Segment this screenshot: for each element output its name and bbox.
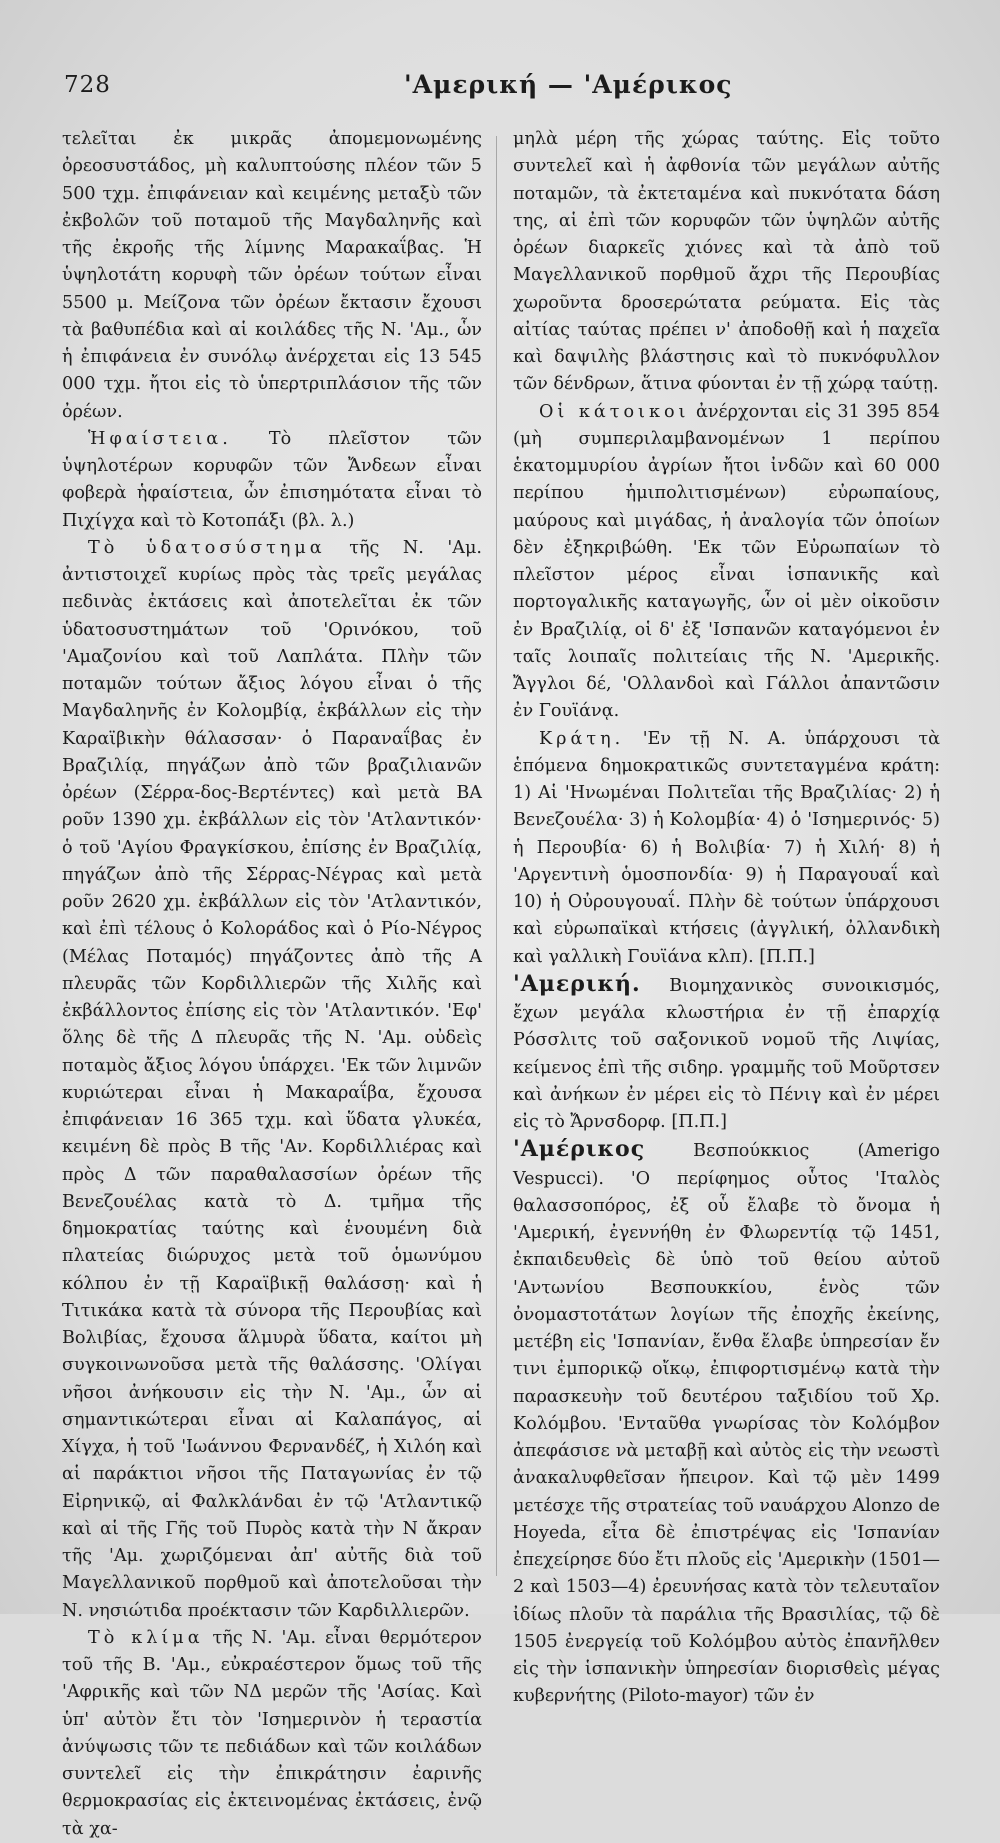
paragraph-volcanoes [62,426,482,535]
section-heading-inhabitants: Οἱ κάτοικοι [539,401,690,422]
paragraph-text: 'Εν τῇ Ν. Α. ὑπάρχουσι τὰ ἑπόμενα δημοκρατικῶς συντεταγμένα κράτη: 1) Αἱ 'Ηνωμέναι Πολιτεῖαι τῆς Βραζιλίας· 2) ἡ Βενεζουέλα· 3) ἡ Κολομβία· 4) ὁ 'Ισημερινός· 5) ἡ Περουβία· 6) ἡ Βολιβία· 7) ἡ Χιλή· 8) ἡ 'Αργεντινὴ ὁμοσπονδία· 9) ἡ Παραγουαΐ καὶ 10) ἡ Οὐρουγουαΐ. Πλὴν δὲ τούτων ὑπάρχουσι καὶ εὐρωπαϊκαὶ κτήσεις (ἀγγλική, ὀλλανδικὴ καὶ γαλλικὴ Γουϊάνα κλπ). [Π.Π.] [513,728,940,967]
paragraph-mountains [62,126,482,426]
paragraph-text: τῆς Ν. 'Αμ. εἶναι θερμότερον τοῦ τῆς Β. 'Αμ., εὐκραέστερον ὅμως τοῦ τῆς 'Αφρικῆς καὶ τῶν ΝΔ μερῶν τῆς 'Ασίας. Καὶ ὑπ' αὐτὸν ἔτι τὸν 'Ισημερινὸν ἡ τεραστία ἀνύψωσις τῶν τε πεδιάδων καὶ τῶν κοιλάδων συντελεῖ εἰς τὴν ἐπικράτησιν ἐαρινῆς θερμοκρασίας εἰς ἐκτεινομένας ἐκτάσεις, ἐνῷ τὰ χα- [62,1627,482,1839]
paragraph-text: Τὸ πλεῖστον τῶν ὑψηλοτέρων κορυφῶν τῶν Ἄνδεων εἶναι φοβερὰ ἡφαίστεια, ὧν ἐπισημότατα εἶναι τὸ Πιχίγχα καὶ τὸ Κοτοπάξι (βλ. λ.) [62,428,482,531]
paragraph-text: ἀνέρχονται εἰς 31 395 854 (μὴ συμπεριλαμβανομένων 1 περίπου ἑκατομμυρίου ἀγρίων ἤτοι ἰνδῶν καὶ 60 000 περίπου ἡμιπολιτισμένων) εὐρωπαίους, μαύρους καὶ μιγάδας, ἡ ἀναλογία τῶν ὁποίων δὲν ἐξηκριβώθη. 'Εκ τῶν Εὐρωπαίων τὸ πλεῖστον μέρος εἶναι ἱσπανικῆς καὶ πορτογαλικῆς καταγωγῆς, ὧν οἱ μὲν οἰκοῦσιν ἐν Βραζιλίᾳ, οἱ δ' ἐξ 'Ισπανῶν καταγόμενοι ἐν ταῖς λοιπαῖς πολιτείαις τῆς Ν. 'Αμερικῆς. Ἄγγλοι δέ, 'Ολλανδοὶ καὶ Γάλλοι ἀπαντῶσιν ἐν Γουϊάνᾳ. [513,401,940,722]
paragraph-text: μηλὰ μέρη τῆς χώρας ταύτης. Εἰς τοῦτο συντελεῖ καὶ ἡ ἀφθονία τῶν μεγάλων αὐτῆς ποταμῶν, τὰ ἐκτεταμένα καὶ πυκνότατα δάση της, αἱ ἐπὶ τῶν κορυφῶν τῶν ὑψηλῶν αὐτῆς ὀρέων διαρκεῖς χιόνες καὶ τὰ ἀπὸ τοῦ Μαγελλανικοῦ πορθμοῦ ἄχρι τῆς Περουβίας χωροῦντα δροσερώτατα ρεύματα. Εἰς τὰς αἰτίας ταύτας πρέπει ν' ἀποδοθῇ καὶ ἡ παχεῖα καὶ δαψιλὴς βλάστησις καὶ τὸ πυκνόφυλλον τῶν δένδρων, ἅτινα φύονται ἐν τῇ χώρᾳ ταύτῃ. [513,129,940,395]
running-title: 'Αμερική — 'Αμέρικος [404,70,733,99]
page-number: 728 [64,72,111,98]
section-heading-volcanoes: Ἡφαίστεια. [88,428,232,449]
left-column [62,126,482,1843]
paragraph-climate [62,1625,482,1843]
entry-amerikos-vespucci [513,1136,940,1710]
entry-headword-amerikos: 'Αμέρικος [513,1136,646,1163]
paragraph-inhabitants [513,399,940,726]
section-heading-water-system: Τὸ ὑδατοσύστημα [88,537,326,558]
entry-text: Βεσπούκκιος (Amerigo Vespucci). 'Ο περίφημος οὗτος 'Ιταλὸς θαλασσοπόρος, ἐξ οὗ ἔλαβε τὸ ὄνομα ἡ 'Αμερική, ἐγεννήθη ἐν Φλωρεντίᾳ τῷ 1451, ἐκπαιδευθεὶς δὲ ὑπὸ τοῦ θείου αὐτοῦ 'Αντωνίου Βεσπουκκίου, ἑνὸς τῶν ὀνομαστοτάτων λογίων τῆς ἐποχῆς ἐκείνης, μετέβη εἰς 'Ισπανίαν, ἔνθα ἔλαβε ὑπηρεσίαν ἔν τινι ἐμπορικῷ οἴκῳ, ἐπιφορτισμένῳ κατὰ τὴν παρασκευὴν τοῦ δευτέρου ταξιδίου τοῦ Χρ. Κολόμβου. 'Ενταῦθα γνωρίσας τὸν Κολόμβον ἀπεφάσισε νὰ μεταβῇ καὶ αὐτὸς εἰς τὴν νεωστὶ ἀνακαλυφθεῖσαν ἤπειρον. Καὶ τῷ μὲν 1499 μετέσχε τῆς στρατείας τοῦ ναυάρχου Alonzo de Hoyeda, εἶτα δὲ ἐπιστρέψας εἰς 'Ισπανίαν ἐπεχείρησε δύο ἔτι πλοῦς εἰς 'Αμερικὴν (1501—2 καὶ 1503—4) ἐρευνήσας κατὰ τὸν τελευταῖον ἰδίως πλοῦν τὰ παράλια τῆς Βρασιλίας, τῷ δὲ 1505 ἐνεργείᾳ τοῦ Κολόμβου αὐτὸς ἐπανῆλθεν εἰς τὴν ἱσπανικὴν ὑπηρεσίαν διορισθεὶς μέγας κυβερνήτης (Piloto-mayor) τῶν ἐν [513,1141,940,1707]
paragraph-text: τῆς Ν. 'Αμ. ἀντιστοιχεῖ κυρίως πρὸς τὰς τρεῖς μεγάλας πεδινὰς ἐκτάσεις καὶ ἀποτελεῖται ἐκ τῶν ὑδατοσυστημάτων τοῦ 'Ορινόκου, τοῦ 'Αμαζονίου καὶ τοῦ Λαπλάτα. Πλὴν τῶν ποταμῶν τούτων ἄξιος λόγου εἶναι ὁ τῆς Μαγδαληνῆς ἐν Κολομβίᾳ, ἐκβάλλων εἰς τὴν Καραϊβικὴν θάλασσαν· ὁ Παραναΐβας ἐν Βραζιλίᾳ, πηγάζων ἀπὸ τῶν βραζιλιανῶν ὀρέων (Σέρρα-δος-Βερτέντες) καὶ μετὰ ΒΑ ροῦν 1390 χμ. ἐκβάλλων εἰς τὸν 'Ατλαντικόν· ὁ τοῦ 'Αγίου Φραγκίσκου, ἐπίσης ἐν Βραζιλίᾳ, πηγάζων ἀπὸ τῆς Σέρρας-Νέγρας καὶ μετὰ ροῦν 2620 χμ. ἐκβάλλων εἰς τὸν 'Ατλαντικόν, καὶ ἐπὶ τέλους ὁ Κολοράδος καὶ ὁ Ρίο-Νέγρος (Μέλας Ποταμός) πηγάζοντες ἀπὸ τῆς Α πλευρᾶς τῶν Κορδιλλιερῶν τῆς Χιλῆς καὶ ἐκβάλλοντος ἐπίσης εἰς τὸν 'Ατλαντικόν. 'Εφ' ὅλης δὲ τῆς Δ πλευρᾶς τῆς Ν. 'Αμ. οὐδεὶς ποταμὸς ἄξιος λόγου ὑπάρχει. 'Εκ τῶν λιμνῶν κυριώτεραι εἶναι ἡ Μακαραΐβα, ἔχουσα ἐπιφάνειαν 16 365 τχμ. καὶ ὕδατα γλυκέα, κειμένη δὲ πρὸς Β τῆς 'Αν. Κορδιλλιέρας καὶ πρὸς Δ τῶν παραθαλασσίων ὀρέων τῆς Βενεζουέλας κατὰ τὸ Δ. τμῆμα τῆς δημοκρατίας ταύτης καὶ ἑνουμένη διὰ πλατείας διώρυχος μετὰ τοῦ ὁμωνύμου κόλπου ἐν τῇ Καραϊβικῇ θαλάσσῃ· καὶ ἡ Τιτικάκα κατὰ τὰ σύνορα τῆς Περουβίας καὶ Βολιβίας, ἔχουσα ἅλμυρὰ ὕδατα, καίτοι μὴ συγκοινωνοῦσα μετὰ τῆς θαλάσσης. 'Ολίγαι νῆσοι ἀνήκουσιν εἰς τὴν Ν. 'Αμ., ὧν αἱ σημαντικώτεραι εἶναι αἱ Καλαπάγος, αἱ Χίγχα, ἡ τοῦ 'Ιωάννου Φερνανδέζ, ἡ Χιλόη καὶ αἱ παράκτιοι νῆσοι τῆς Παταγωνίας ἐν τῷ Εἰρηνικῷ, αἱ Φαλκλάνδαι ἐν τῷ 'Ατλαντικῷ καὶ αἱ τῆς Γῆς τοῦ Πυρὸς κατὰ τὴν Ν ἄκραν τῆς 'Αμ. χωριζόμεναι ἀπ' αὐτῆς διὰ τοῦ Μαγελλανικοῦ πορθμοῦ καὶ ἀποτελοῦσαι τὴν Ν. νησιώτιδα προέκτασιν τῶν Καρδιλλιερῶν. [62,537,482,1621]
entry-text: Βιομηχανικὸς συνοικισμός, ἔχων μεγάλα κλωστήρια ἐν τῇ ἐπαρχίᾳ Ρόσσλιτς τοῦ σαξονικοῦ νομοῦ τῆς Λιψίας, κείμενος ἐπὶ τῆς σιδηρ. γραμμῆς τοῦ Μοῦρτσεν καὶ ἀνήκων ἐν μέρει εἰς τὸ Πένιγ καὶ ἐν μέρει εἰς τὸ Ἄρνσδορφ. [Π.Π.] [513,975,940,1132]
column-divider [496,136,497,1576]
right-column [513,126,940,1711]
section-heading-states: Κράτη. [539,728,625,749]
entry-headword-ameriki: 'Αμερική. [513,970,641,997]
entry-ameriki-settlement [513,971,940,1137]
paragraph-climate-continued [513,126,940,399]
running-head [64,72,964,104]
paragraph-states [513,726,940,971]
section-heading-climate: Τὸ κλίμα [88,1627,204,1648]
paragraph-water-system [62,535,482,1625]
paragraph-text: τελεῖται ἐκ μικρᾶς ἀπομεμονωμένης ὀρεοσυστάδος, μὴ καλυπτούσης πλέον τῶν 5 500 τχμ. ἐπιφάνειαν καὶ κειμένης μεταξὺ τῶν ἐκβολῶν τοῦ ποταμοῦ τῆς Μαγδαληνῆς καὶ τῆς ἐκροῆς τῆς λίμνης Μαρακαΐβας. Ἡ ὑψηλοτάτη κορυφὴ τῶν ὀρέων τούτων εἶναι 5500 μ. Μείζονα τῶν ὀρέων ἔκτασιν ἔχουσι τὰ βαθυπέδια καὶ αἱ κοιλάδες τῆς Ν. 'Αμ., ὧν ἡ ἐπιφάνεια ἐν συνόλῳ ἀνέρχεται εἰς 13 545 000 τχμ. ἤτοι εἰς τὸ ὑπερτριπλάσιον τῆς τῶν ὀρέων. [62,129,482,422]
